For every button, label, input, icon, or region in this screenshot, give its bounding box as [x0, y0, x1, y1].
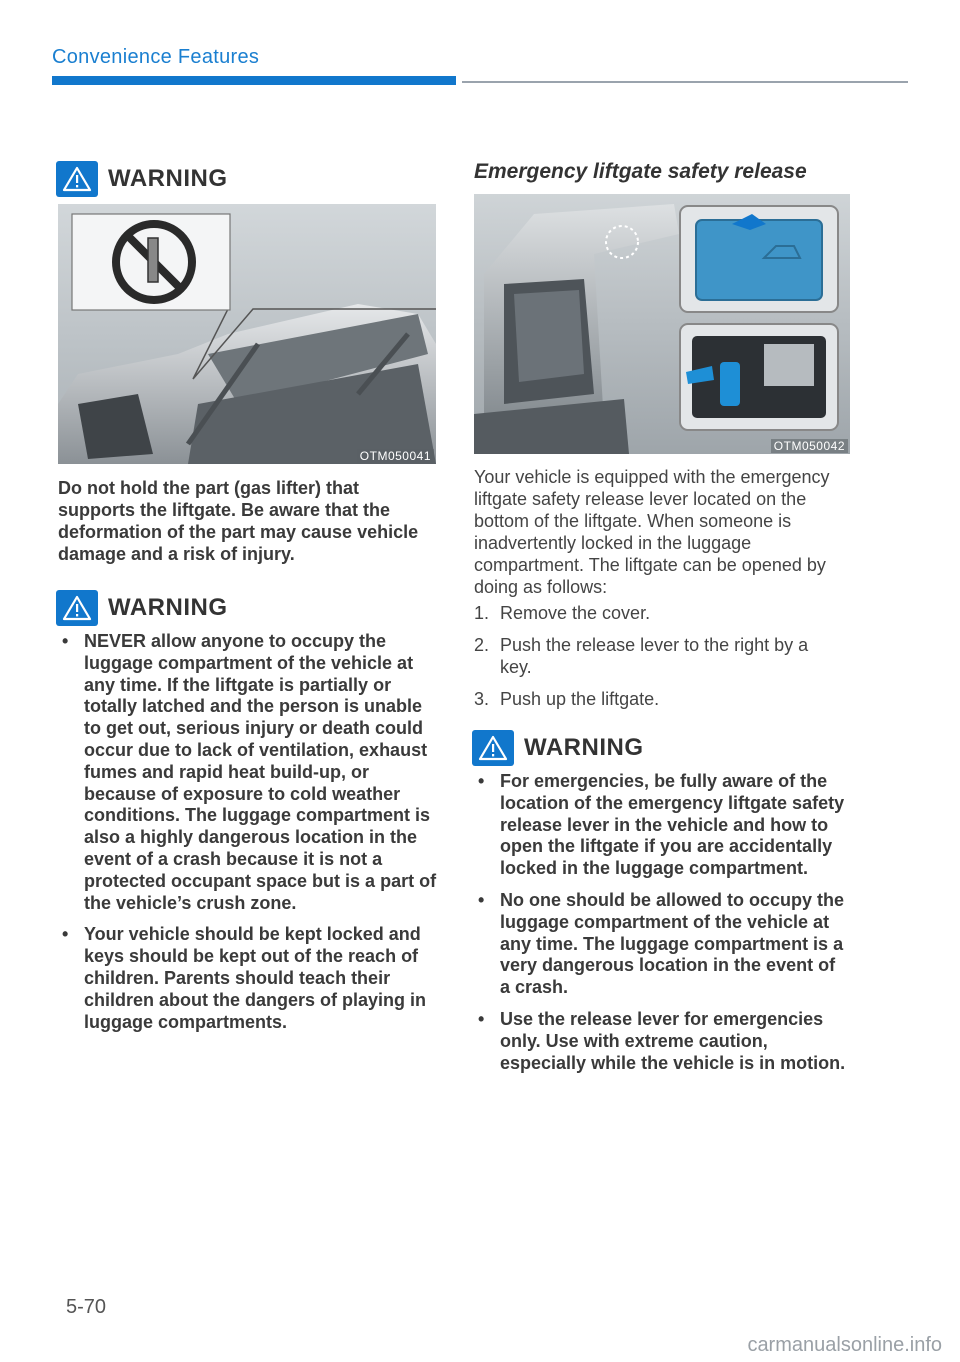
steps-list [474, 602, 844, 720]
liftgate-release-illustration [474, 194, 850, 454]
header-accent-bar [52, 76, 456, 85]
list-item: • NEVER allow anyone to occupy the luggage compartment of the vehicle at any time. If the liftgate is partially or totally latched and the person is unable to get out, serious injury or death could occur due to lack of ventilation, exhaust fumes and rapid heat build-up, or because of exposure to cold weather conditions. The luggage compartment is also a highly dangerous location in the event of a crash because it is not a protected occupant space but is a part of the vehicle’s crush zone. [58, 631, 438, 914]
step-number: 2. [474, 635, 490, 655]
step-text: Push up the liftgate. [500, 689, 660, 709]
step-number: 1. [474, 603, 490, 623]
figure-code: OTM050042 [771, 439, 848, 453]
warning-label: WARNING [524, 734, 644, 761]
list-item [474, 602, 844, 624]
watermark-text: carmanualsonline.info [747, 1334, 942, 1356]
intro-paragraph: Your vehicle is equipped with the emergency liftgate safety release lever located on the bottom of the liftgate. When someone is inadvertently locked in the luggage compartment. The liftgate can be opened by doing as follows: [474, 467, 830, 597]
warning-heading-3 [472, 730, 644, 766]
warning-triangle-icon [56, 590, 98, 626]
warning-triangle-icon [56, 161, 98, 197]
list-item: • Your vehicle should be kept locked and keys should be kept out of the reach of children. Parents should teach their children about the dangers of playing in luggage compartments. [58, 924, 438, 1033]
warning-text-gas-lifter: Do not hold the part (gas lifter) that supports the liftgate. Be aware that the deformation of the part may cause vehicle damage and a risk of injury. [58, 478, 419, 564]
warning-label: WARNING [108, 165, 228, 192]
warning-heading-2 [56, 590, 228, 626]
step-text: Push the release lever to the right by a key. [500, 635, 809, 677]
figure-code: OTM050041 [357, 449, 434, 463]
gas-lifter-illustration [58, 204, 436, 464]
list-item: • Use the release lever for emergencies only. Use with extreme caution, especially while the vehicle is in motion. [474, 1009, 850, 1074]
list-item [474, 688, 844, 710]
section-header-title: Convenience Features [52, 46, 260, 68]
step-text: Remove the cover. [500, 603, 651, 623]
list-item [474, 634, 844, 678]
header-divider-line [462, 81, 908, 83]
warning-heading-1 [56, 161, 228, 197]
warning-label: WARNING [108, 594, 228, 621]
list-item: • For emergencies, be fully aware of the location of the emergency liftgate safety release lever in the vehicle and how to open the liftgate if you are accidentally locked in the luggage compartment. [474, 771, 850, 880]
page-number: 5-70 [66, 1296, 107, 1318]
list-item: • No one should be allowed to occupy the luggage compartment of the vehicle at any time. The luggage compartment is a very dangerous location in the event of a crash. [474, 890, 850, 999]
warning-triangle-icon [472, 730, 514, 766]
warning-bullet-list-left [58, 631, 438, 1043]
step-number: 3. [474, 689, 490, 709]
warning-bullet-list-right [474, 771, 850, 1084]
section-title: Emergency liftgate safety release [474, 160, 807, 183]
